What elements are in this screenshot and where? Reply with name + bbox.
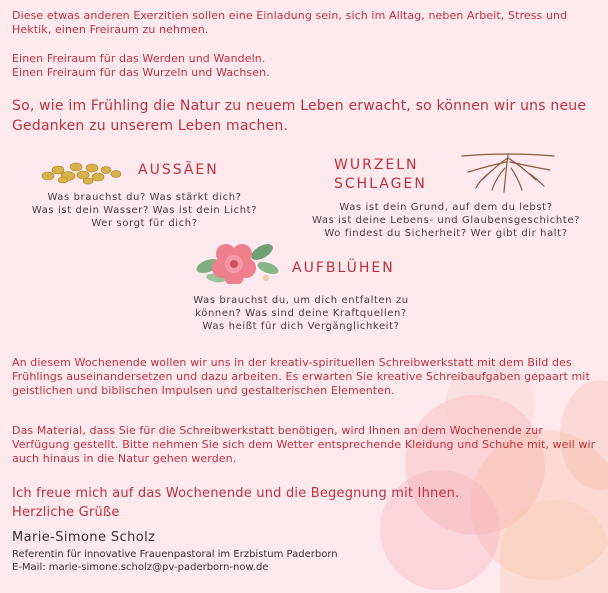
questions-wurzeln: Was ist dein Grund, auf dem du lebst? Was ist deine Lebens- und Glaubensgeschichte? Wo findest du Sicherheit? Wer gibt dir halt? xyxy=(312,202,580,239)
section-title-schlagen: SCHLAGEN xyxy=(334,176,427,192)
decorative-bokeh xyxy=(500,500,608,593)
questions-aussaeen: Was brauchst du? Was stärkt dich? Was ist dein Wasser? Was ist dein Licht? Wer sorgt für dich? xyxy=(31,192,258,229)
intro-paragraph: Diese etwas anderen Exerzitien sollen eine Einladung sein, sich im Alltag, neben Arbeit, Stress und Hektik, einen Freiraum zu nehmen. xyxy=(12,9,568,36)
roots-icon xyxy=(458,150,558,195)
signature-name: Marie-Simone Scholz xyxy=(12,530,156,545)
details-paragraph-2: Das Material, dass Sie für die Schreibwerkstatt benötigen, wird Ihnen an dem Wochenende zur Verfügung gestellt. Bitte nehmen Sie sich dem Wetter entsprechende Kleidung und Schuhe mit, weil wir auch hinaus in die Natur gehen werden. xyxy=(12,424,596,465)
seeds-icon xyxy=(38,156,126,186)
intro-line-wurzeln: Einen Freiraum für das Wurzeln und Wachsen. xyxy=(12,66,270,79)
details-paragraph-1: An diesem Wochenende wollen wir uns in der kreativ-spirituellen Schreibwerkstatt mit dem Bild des Frühlings auseinandersetzen und dazu arbeiten. Es erwarten Sie kreative Schreibaufgaben gepaart mit geistlichen und biblischen Impulsen und gestalterischen Elementen. xyxy=(12,356,590,397)
flower-icon xyxy=(196,238,282,284)
section-title-aussaeen: AUSSÄEN xyxy=(138,162,219,178)
section-title-wurzeln: WURZELN xyxy=(334,157,419,173)
signature-email[interactable]: E-Mail: marie-simone.scholz@pv-paderborn-now.de xyxy=(12,562,269,573)
greeting: Herzliche Grüße xyxy=(12,505,120,520)
intro-line-werden: Einen Freiraum für das Werden und Wandeln. xyxy=(12,52,266,65)
section-title-aufbluehen: AUFBLÜHEN xyxy=(292,260,395,276)
closing-line: Ich freue mich auf das Wochenende und die Begegnung mit Ihnen. xyxy=(12,486,460,501)
signature-role: Referentin für innovative Frauenpastoral im Erzbistum Paderborn xyxy=(12,549,338,560)
lead-text: So, wie im Frühling die Natur zu neuem Leben erwacht, so können wir uns neue Gedanken zu unserem Leben machen. xyxy=(12,98,587,134)
questions-aufbluehen: Was brauchst du, um dich entfalten zu können? Was sind deine Kraftquellen? Was heißt für dich Vergänglichkeit? xyxy=(193,295,409,332)
